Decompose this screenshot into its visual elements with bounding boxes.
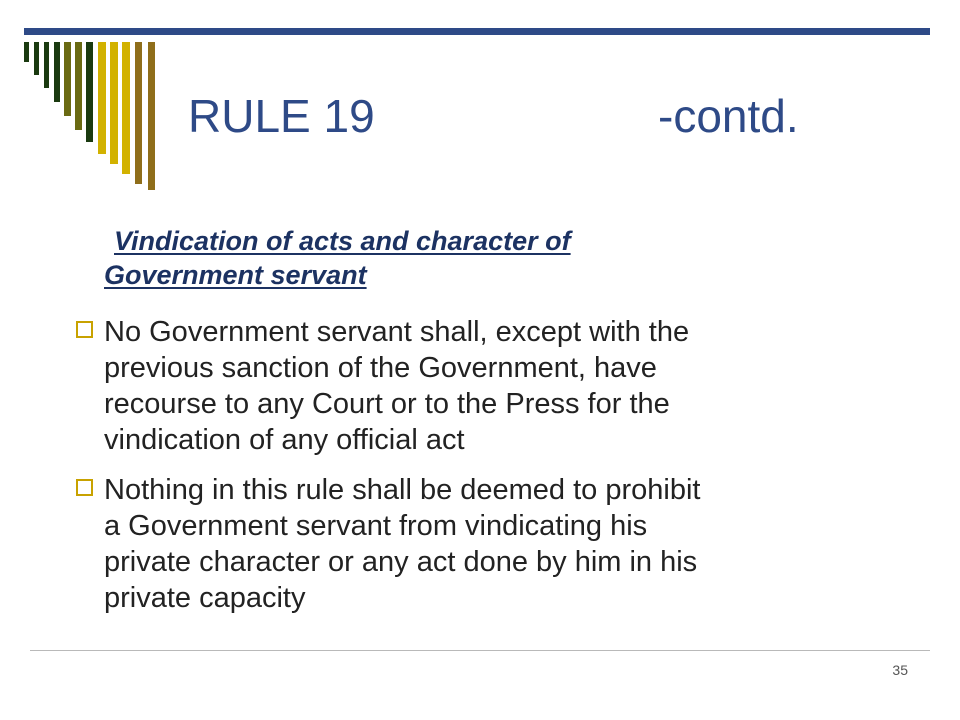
section-heading — [104, 224, 824, 292]
bullet-line: private character or any act done by him in his — [104, 546, 698, 578]
bullet-line: Nothing in this rule shall be deemed to prohibit — [104, 474, 701, 506]
bullet-list — [72, 314, 872, 630]
slide-title — [188, 88, 908, 144]
stripe — [135, 42, 142, 184]
bullet-item — [72, 472, 872, 616]
stripe — [24, 42, 29, 62]
bullet-line: previous sanction of the Government, have — [104, 352, 657, 384]
title-rule: RULE 19 — [188, 90, 375, 142]
stripe — [122, 42, 130, 174]
page-number: 35 — [892, 662, 908, 678]
bullet-item — [72, 314, 872, 458]
stripe — [34, 42, 39, 75]
stripe — [86, 42, 93, 142]
title-contd: -contd. — [658, 90, 799, 142]
bullet-line: vindication of any official act — [104, 424, 465, 456]
stripe — [98, 42, 106, 154]
section-heading-line-1: Vindication of acts and character of — [114, 226, 571, 256]
square-bullet-icon — [76, 321, 93, 338]
stripe — [75, 42, 82, 130]
bottom-rule — [30, 650, 930, 651]
bullet-line: No Government servant shall, except with the — [104, 316, 690, 348]
bullet-line: private capacity — [104, 582, 306, 614]
bullet-line: recourse to any Court or to the Press for the — [104, 388, 670, 420]
stripe — [64, 42, 71, 116]
bullet-line: a Government servant from vindicating his — [104, 510, 648, 542]
stripe — [148, 42, 155, 190]
stripe — [44, 42, 49, 88]
section-heading-line-2: Government servant — [104, 260, 367, 290]
stripe — [54, 42, 60, 102]
square-bullet-icon — [76, 479, 93, 496]
decorative-stripes — [0, 0, 170, 200]
stripe — [110, 42, 118, 164]
